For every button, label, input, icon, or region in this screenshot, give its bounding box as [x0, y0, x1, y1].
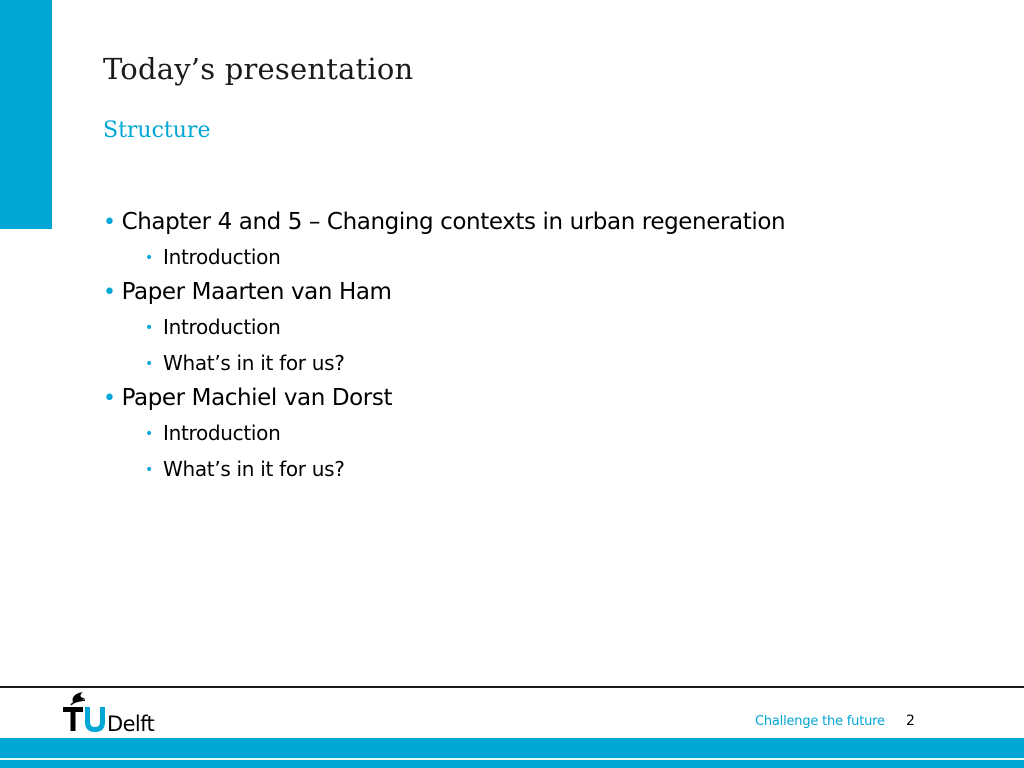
bullet-item — [103, 205, 785, 239]
bullet-text: Paper Machiel van Dorst — [121, 385, 393, 411]
sub-bullet-dot-icon: • — [145, 426, 153, 442]
sub-bullet-dot-icon: • — [145, 320, 153, 336]
sub-bullet-item — [103, 415, 785, 451]
sub-bullet-dot-icon: • — [145, 250, 153, 266]
svg-text:Delft: Delft — [107, 712, 155, 734]
sub-bullet-text: What’s in it for us? — [162, 457, 345, 481]
footer-divider — [0, 686, 1024, 688]
slide-title: Today’s presentation — [103, 52, 414, 86]
sub-bullet-text: Introduction — [162, 421, 281, 445]
sub-bullet-item — [103, 309, 785, 345]
sub-bullet-dot-icon: • — [145, 356, 153, 372]
footer-band-stripe — [0, 758, 1024, 760]
bullet-dot-icon: • — [103, 280, 116, 305]
bullet-dot-icon: • — [103, 386, 116, 411]
bullet-text: Chapter 4 and 5 – Changing contexts in urban regeneration — [121, 209, 786, 235]
bullet-item — [103, 381, 785, 415]
sub-bullet-text: Introduction — [162, 315, 281, 339]
sub-bullet-item — [103, 345, 785, 381]
bullet-text: Paper Maarten van Ham — [121, 279, 392, 305]
bullet-dot-icon: • — [103, 210, 116, 235]
footer-tagline: Challenge the future — [755, 714, 885, 729]
footer-accent-band — [0, 738, 1024, 768]
sub-bullet-item — [103, 451, 785, 487]
tu-delft-logo — [63, 690, 173, 734]
sub-bullet-item — [103, 239, 785, 275]
accent-side-bar — [0, 0, 52, 229]
bullet-list — [103, 205, 785, 487]
sub-bullet-text: Introduction — [162, 245, 281, 269]
slide-subtitle: Structure — [103, 118, 211, 143]
sub-bullet-dot-icon: • — [145, 462, 153, 478]
sub-bullet-text: What’s in it for us? — [162, 351, 345, 375]
page-number: 2 — [906, 713, 915, 729]
bullet-item — [103, 275, 785, 309]
